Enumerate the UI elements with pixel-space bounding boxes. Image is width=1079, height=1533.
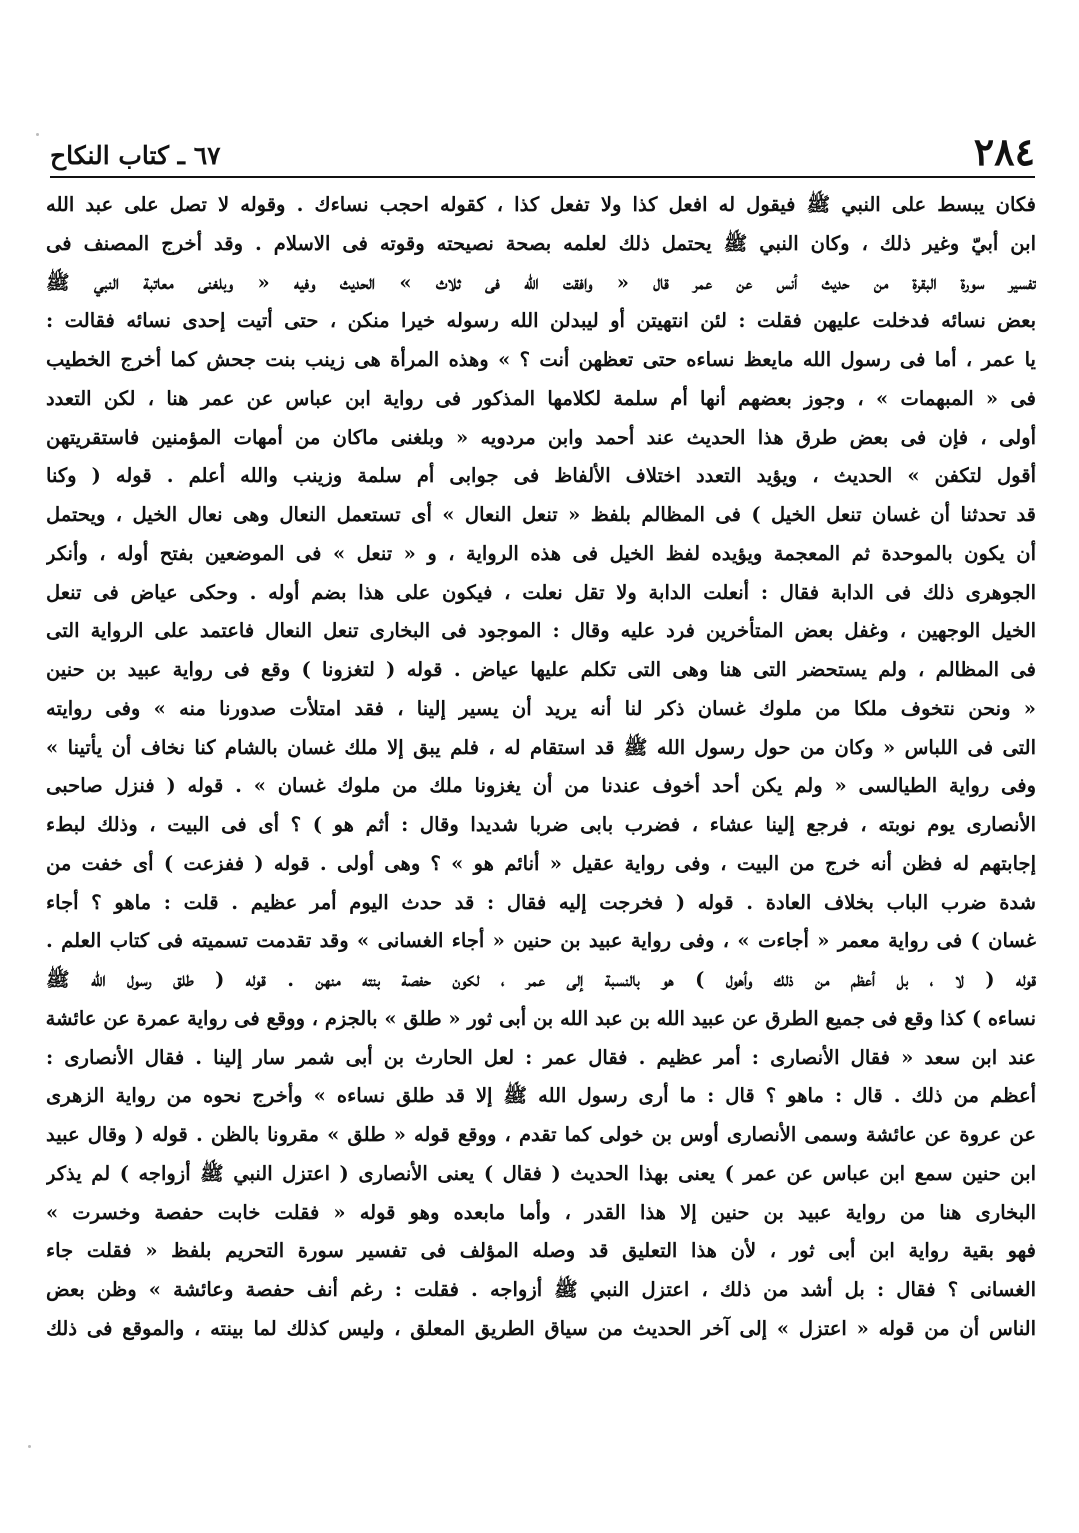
text-line: إجابتهم له فظن أنه خرج من البيت ، وفى رواية عقيل « أنائم هو » ؟ وهى أولى . قوله ( ففزعت ) أى خفت من [46, 851, 1036, 875]
text-line: ابن حنين سمع ابن عباس عن عمر ) يعنى بهذا الحديث ( فقال ) يعنى الأنصارى ( اعتزل النبي ﷺ أزواجه ) لم يذكر [46, 1161, 1036, 1185]
scan-speck [36, 133, 39, 136]
text-line: « ونحن نتخوف ملكا من ملوك غسان ذكر لنا أنه يريد أن يسير إلينا ، فقد امتلأت صدورنا منه » وفى روايته [46, 696, 1036, 720]
text-line: بعض نسائه فدخلت عليهن فقلت : لئن انتهيتن أو ليبدلن الله رسوله خيرا منكن ، حتى أتيت إحدى نسائه فقالت : [46, 309, 1036, 333]
text-line: قد تحدثنا أن غسان تنعل الخيل ) فى المظالم بلفظ « تنعل النعال » أى تستعمل النعال وهى نعال الخيل ، ويحتمل [46, 503, 1036, 526]
text-line: أعظم من ذلك . قال : ماهو ؟ قال : ما أرى رسول الله ﷺ إلا قد طلق نساءه » وأخرج نحوه من رواية الزهرى [46, 1084, 1036, 1108]
text-line: يا عمر ، أما فى رسول الله مايعظ نساءه حتى تعظهن أنت ؟ » وهذه المرأة هى زينب بنت جحش كما أخرج الخطيب [46, 348, 1036, 371]
text-line: تفسير سورة البقرة من حديث أنس عن عمر قال « وافقت الله فى ثلاث » الحديث وفيه « وبلغنى معاتبة النبي ﷺ [46, 270, 1036, 294]
text-line: فى المظالم ، ولم يستحضر التى هنا وهى التى تكلم عليها عياض . قوله ( لتغزونا ) وقع فى رواية عبيد بن حنين [46, 658, 1036, 681]
text-line: وفى رواية الطيالسى « ولم يكن أحد أخوف عندنا من أن يغزونا ملك من ملوك غسان » . قوله ( فنزل صاحبى [46, 774, 1036, 798]
text-line: عن عروة عن عائشة وسمى الأنصارى أوس بن خولى كما تقدم ، ووقع قوله « طلق » مقرونا بالظن . قوله ( وقال عبيد [46, 1123, 1036, 1146]
text-line: عند ابن سعد « فقال الأنصارى : أمر عظيم . فقال عمر : لعل الحارث بن أبى شمر سار إلينا . فقال الأنصارى : [46, 1045, 1036, 1069]
text-line: أن يكون بالموحدة ثم المعجمة ويؤيده لفظ الخيل فى هذه الرواية ، و « تنعل » فى الموضعين بفتح أوله ، وأنكر [46, 541, 1036, 565]
text-line: شدة ضرب الباب بخلاف العادة . قوله ( فخرجت إليه فقال : قد حدث اليوم أمر عظيم . قلت : ماهو ؟ أجاء [46, 890, 1036, 914]
text-line: نساءه ) كذا وقع فى جميع الطرق عن عبيد الله بن عبد الله بن أبى ثور « طلق » بالجزم ، ووقع فى رواية عمرة عن عائشة [46, 1006, 1036, 1030]
page-header [50, 128, 1035, 174]
text-line: أولى ، فإن فى بعض طرق هذا الحديث عند أحمد وابن مردويه « وبلغنى ماكان من أمهات المؤمنين فاستقريتهن [46, 425, 1036, 449]
header-rule [50, 176, 1035, 178]
text-line: فى « المبهمات » ، وجوز بعضهم أنها أم سلمة لكلامها المذكور فى رواية ابن عباس عن عمر هنا ، لكن التعدد [46, 386, 1036, 410]
text-line: أقول لتكفن » الحديث ، ويؤيد التعدد اختلاف الألفاظ فى جوابى أم سلمة وزينب والله أعلم . قوله ( وكنا [46, 464, 1036, 488]
text-line: الخيل الوجهين ، وغفل بعض المتأخرين فرد عليه وقال : الموجود فى البخارى تنعل النعال فاعتمد على الرواية التى [46, 619, 1036, 643]
text-line: الأنصارى يوم نوبته ، فرجع إلينا عشاء ، فضرب بابى ضربا شديدا وقال : أثم هو ) ؟ أى فى البيت ، وذلك لبطء [46, 813, 1036, 836]
text-line: الجوهرى ذلك فى الدابة فقال : أنعلت الدابة ولا تقل نعلت ، فيكون على هذا بضم أوله . وحكى عياض فى تنعل [46, 580, 1036, 604]
text-line: الناس أن من قوله « اعتزل » إلى آخر الحديث من سياق الطريق المعلق ، وليس كذلك لما بينته ، والموقع فى ذلك [46, 1316, 1036, 1340]
text-line: ابن أبيّ وغير ذلك ، وكان النبي ﷺ يحتمل ذلك لعلمه بصحة نصيحته وقوته فى الاسلام . وقد أخرج المصنف فى [46, 231, 1036, 255]
text-line: التى فى اللباس « وكان من حول رسول الله ﷺ قد استقام له ، فلم يبق إلا ملك غسان بالشام كنا نخاف أن يأتينا » [46, 735, 1036, 759]
text-line [46, 1349, 1036, 1388]
page-number: ٢٨٤ [973, 129, 1035, 174]
text-line: الغسانى ؟ فقال : بل أشد من ذلك ، اعتزل النبي ﷺ أزواجه . فقلت : رغم أنف حفصة وعائشة » وظن بعض [46, 1278, 1036, 1301]
text-line: فكان يبسط على النبي ﷺ فيقول له افعل كذا ولا تفعل كذا ، كقوله احجب نساءك . وقوله لا تصل على عبد الله [46, 193, 1036, 216]
text-line: فهو بقية رواية ابن أبى ثور ، لأن هذا التعليق قد وصله المؤلف فى تفسير سورة التحريم بلفظ « فقلت جاء [46, 1239, 1036, 1263]
running-head: ٦٧ ـ كتاب النكاح [50, 141, 221, 170]
text-line: غسان ) فى رواية معمر « أجاءت » ، وفى رواية عبيد بن حنين « أجاء الغسانى » وقد تقدمت تسميته فى كتاب العلم . [46, 929, 1036, 953]
text-line: قوله ( لا ، بل أعظم من ذلك وأهول ) هو بالنسبة إلى عمر ، لكون حفصة بنته منهن . قوله ( طلق رسول الله ﷺ [46, 968, 1036, 991]
scan-speck [28, 1445, 31, 1448]
commentary-text [46, 186, 1036, 1516]
text-line: البخارى هنا من رواية عبيد بن حنين إلا هذا القدر ، وأما مابعده وهو قوله « فقلت خابت حفصة وخسرت » [46, 1200, 1036, 1224]
